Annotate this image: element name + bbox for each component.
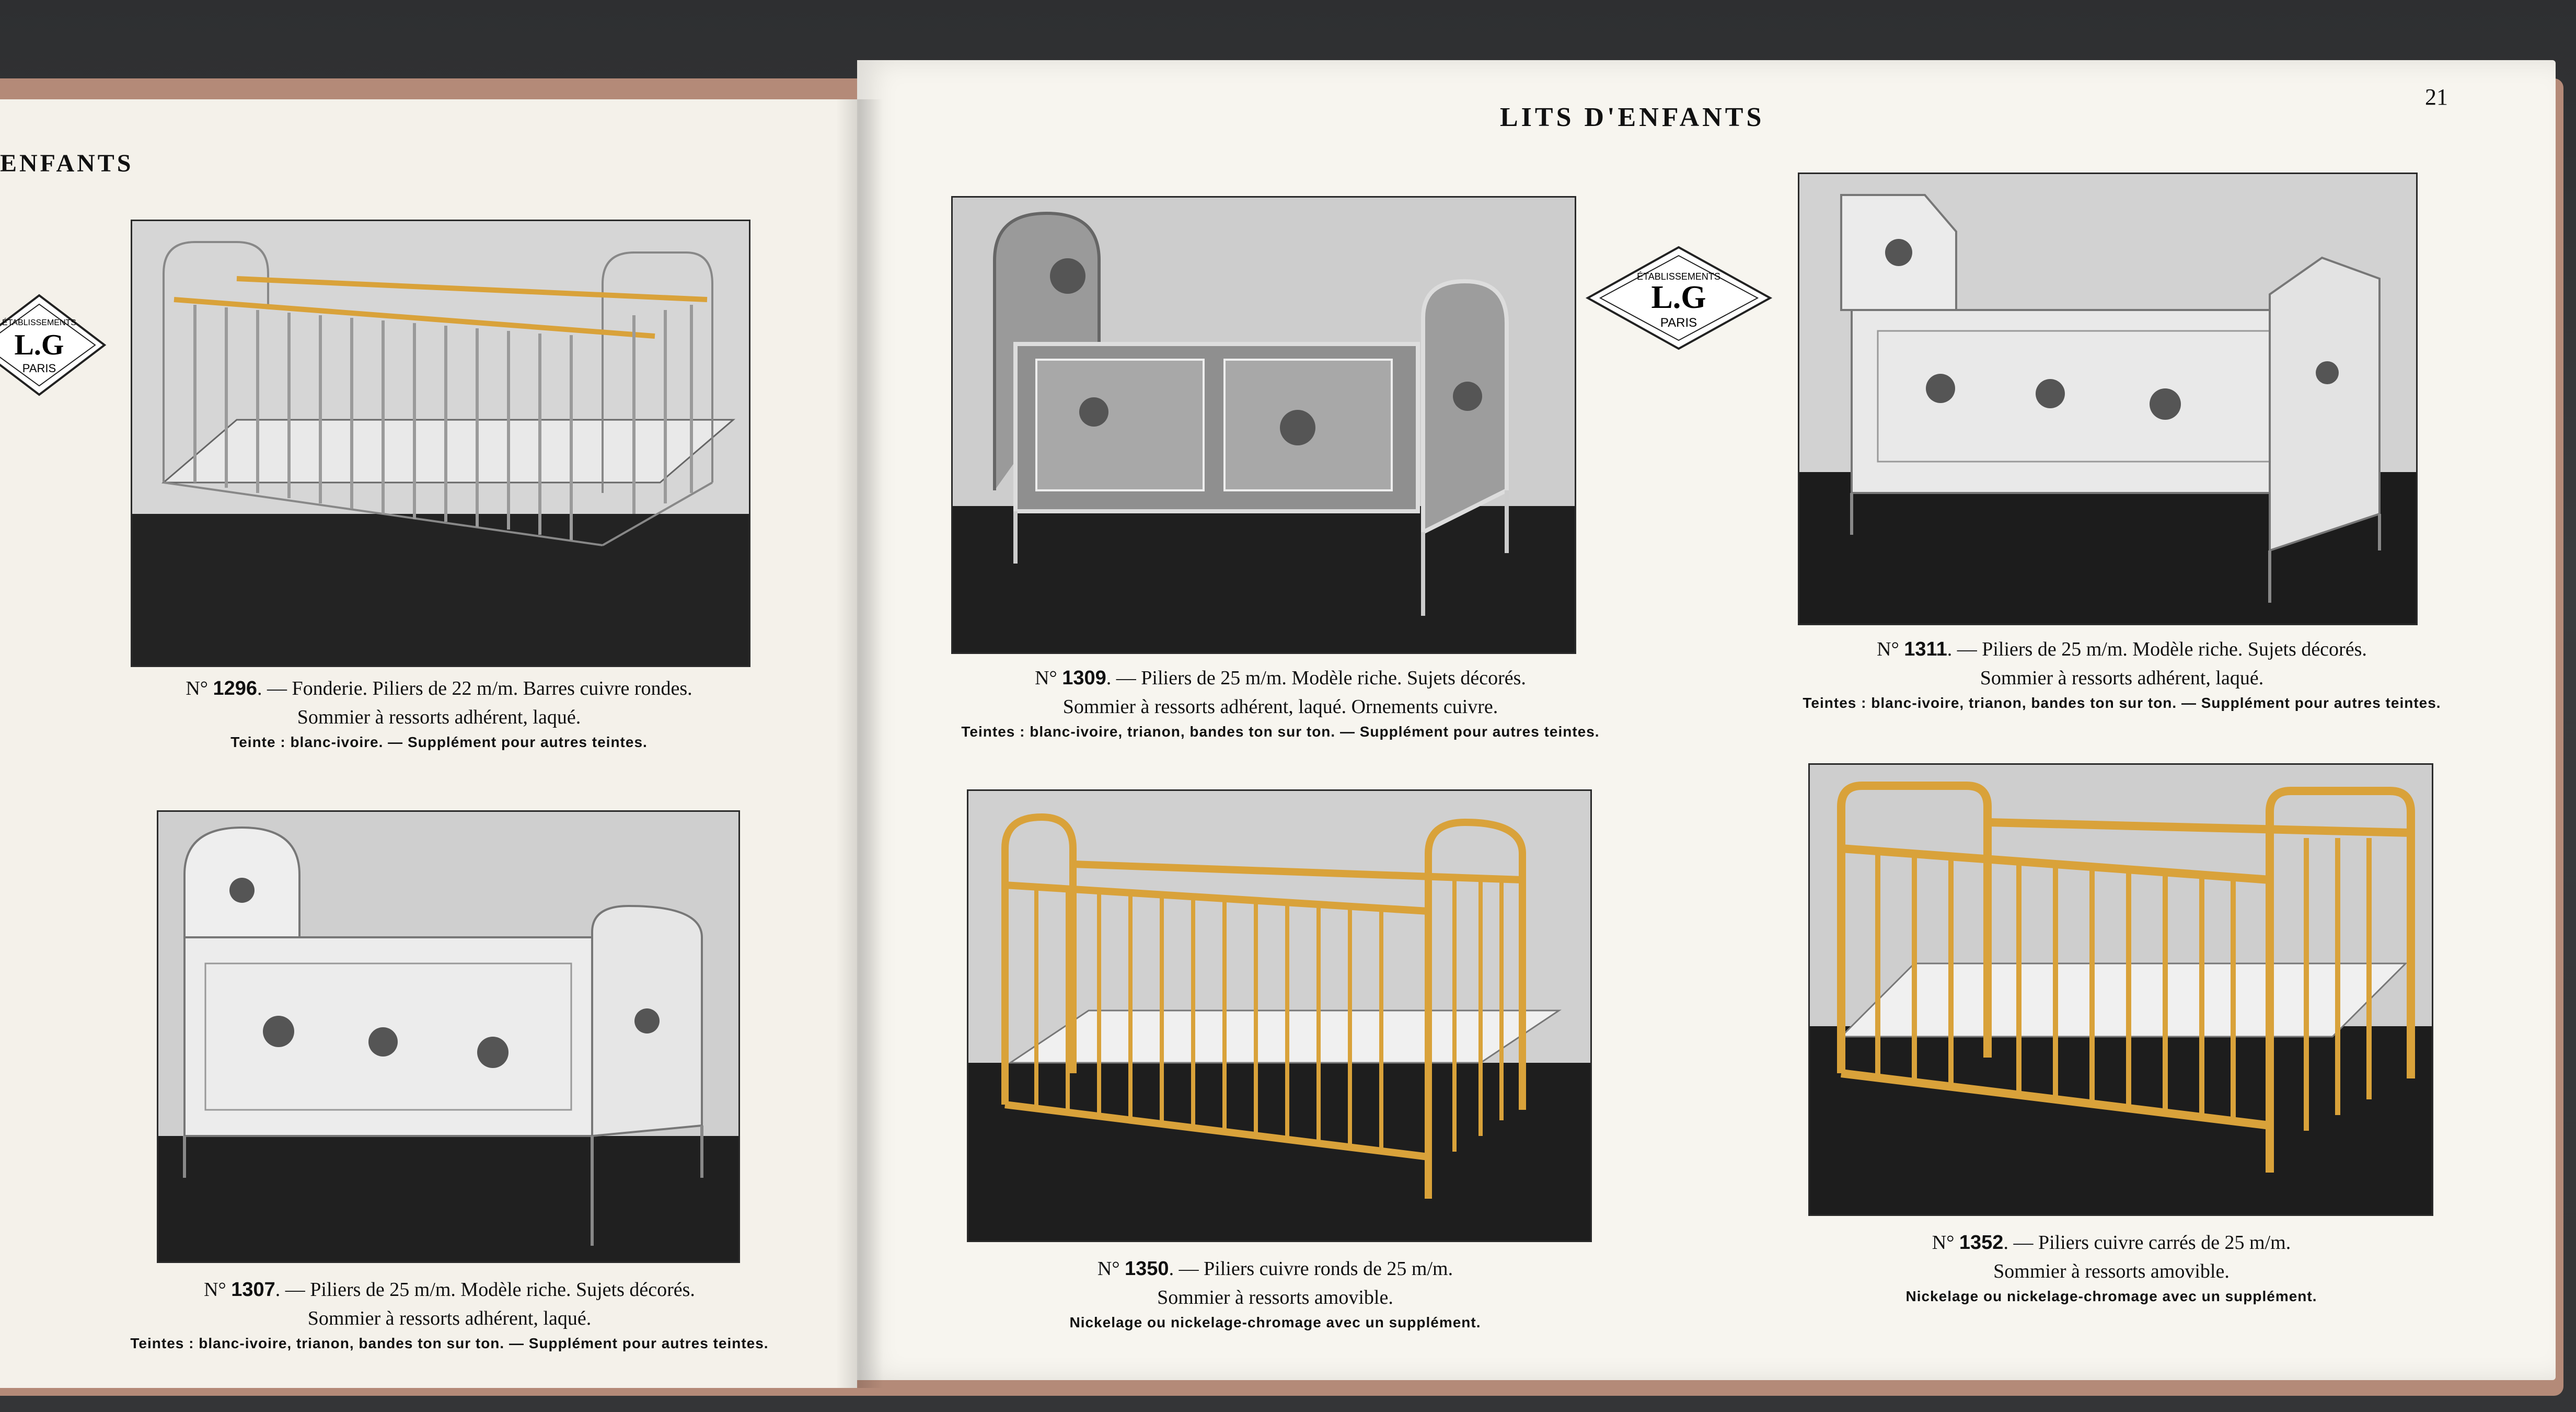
book-gutter (836, 99, 883, 1388)
caption-line1: N° 1352. — Piliers cuivre carrés de 25 m/m. (1932, 1232, 2291, 1254)
caption-line3: Nickelage ou nickelage-chromage avec un supplément. (1069, 1314, 1481, 1331)
caption-line1: N° 1350. — Piliers cuivre ronds de 25 m/m. (1097, 1258, 1453, 1280)
product-number: 1350 (1125, 1258, 1169, 1280)
caption-line1: N° 1309. — Piliers de 25 m/m. Modèle riche. Sujets décorés. (1035, 667, 1526, 689)
lg-paris-logo-right (1584, 243, 1774, 353)
crib-photo-1311 (1798, 173, 2418, 625)
caption-1296 (89, 674, 789, 753)
right-page-header: LITS D'ENFANTS (1500, 102, 1765, 132)
caption-line2: Sommier à ressorts adhérent, laqué. (297, 706, 581, 729)
logo-city: PARIS (22, 362, 56, 375)
caption-line3: Teinte : blanc-ivoire. — Supplément pour autres teintes. (230, 734, 648, 751)
caption-line2: Sommier à ressorts amovible. (1157, 1287, 1393, 1309)
logo-initials: L.G (14, 329, 64, 361)
product-number: 1309 (1062, 667, 1106, 689)
logo-initials: L.G (1651, 280, 1706, 315)
caption-line3: Teintes : blanc-ivoire, trianon, bandes ton sur ton. — Supplément pour autres teintes. (1803, 695, 2441, 711)
caption-1311 (1756, 635, 2488, 714)
product-number: 1296 (213, 678, 257, 699)
caption-line1: N° 1311. — Piliers de 25 m/m. Modèle riche. Sujets décorés. (1877, 638, 2367, 660)
product-number: 1311 (1904, 638, 1947, 660)
left-page-header: ENFANTS (0, 150, 134, 177)
caption-line2: Sommier à ressorts amovible. (1993, 1260, 2230, 1283)
crib-photo-1296 (131, 220, 750, 667)
caption-line1: N° 1296. — Fonderie. Piliers de 22 m/m. Barres cuivre rondes. (186, 678, 692, 699)
caption-line3: Teintes : blanc-ivoire, trianon, bandes ton sur ton. — Supplément pour autres teintes. (961, 724, 1600, 740)
caption-1309 (930, 664, 1631, 743)
caption-line2: Sommier à ressorts adhérent, laqué. Ornements cuivre. (1062, 696, 1498, 718)
crib-photo-1309 (951, 196, 1576, 654)
caption-line2: Sommier à ressorts adhérent, laqué. (307, 1307, 592, 1330)
product-number: 1352 (1959, 1232, 2004, 1254)
caption-line3: Nickelage ou nickelage-chromage avec un supplément. (1905, 1288, 2317, 1305)
crib-photo-1307 (157, 810, 740, 1263)
logo-arc-text: ÉTABLISSEMENTS (2, 318, 76, 327)
caption-line1: N° 1307. — Piliers de 25 m/m. Modèle riche. Sujets décorés. (204, 1279, 695, 1301)
logo-city: PARIS (1660, 316, 1697, 330)
crib-photo-1350 (967, 789, 1592, 1242)
lg-paris-logo-left (0, 288, 110, 403)
caption-1352 (1766, 1229, 2456, 1307)
caption-1307 (84, 1276, 815, 1354)
product-number: 1307 (231, 1279, 275, 1301)
crib-photo-1352 (1808, 763, 2433, 1216)
logo-arc-text: ÉTABLISSEMENTS (1637, 271, 1720, 282)
caption-line2: Sommier à ressorts adhérent, laqué. (1980, 667, 2264, 690)
caption-line3: Teintes : blanc-ivoire, trianon, bandes ton sur ton. — Supplément pour autres teintes. (130, 1335, 769, 1352)
caption-1350 (930, 1255, 1620, 1334)
page-number: 21 (2425, 84, 2448, 110)
